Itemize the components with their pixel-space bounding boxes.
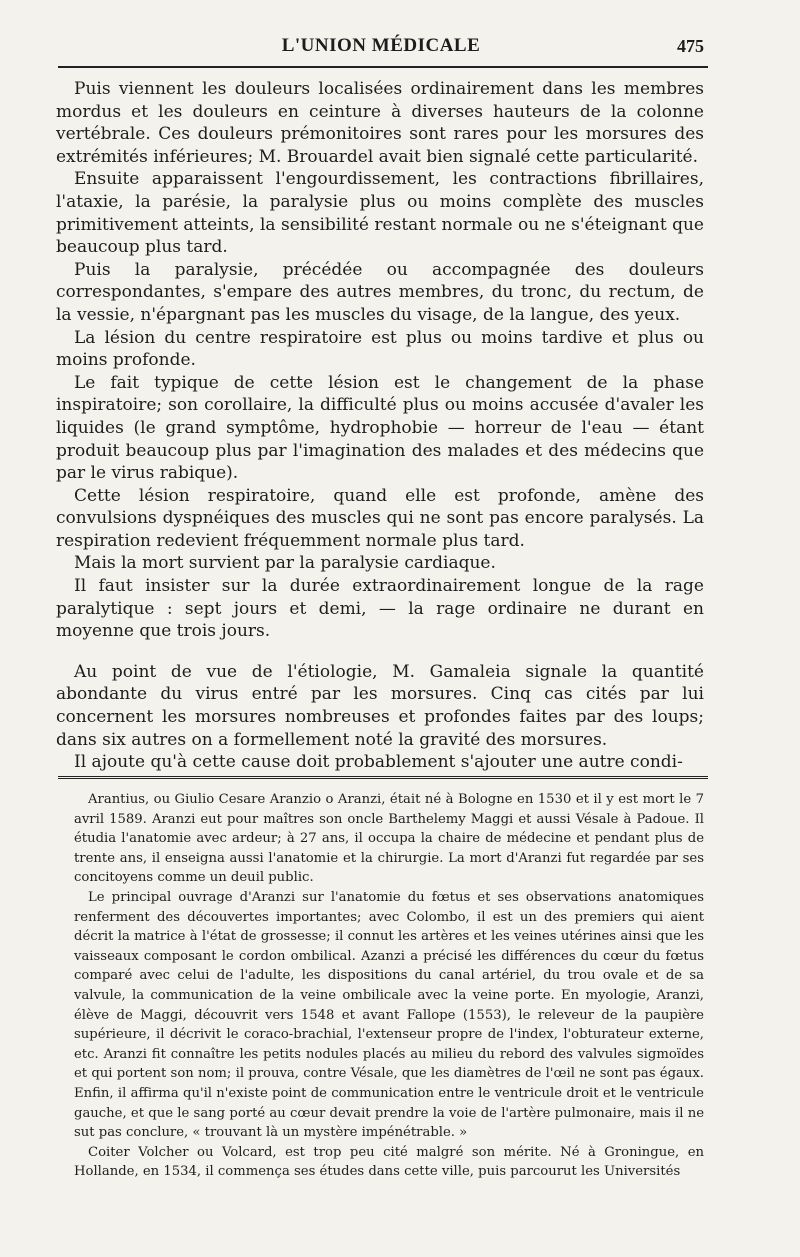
body-paragraph: Cette lésion respiratoire, quand elle est profonde, amène des convulsions dyspnéiques des muscles qui ne sont pas encore paralysés. La respiration redevient fréquemment normale plus tard. [56, 485, 704, 551]
body-paragraph: Puis viennent les douleurs localisées ordinairement dans les membres mordus et les douleurs en ceinture à diverses hauteurs de la colonne vertébrale. Ces douleurs prémonitoires sont rares pour les morsures des extrémités inférieures; M. Brouardel avait bien signalé cette particularité. [56, 79, 704, 167]
footnote-paragraph: Arantius, ou Giulio Cesare Aranzio o Aranzi, était né à Bologne en 1530 et il y est mort le 7 avril 1589. Aranzi eut pour maîtres son oncle Barthelemy Maggi et aussi Vésale à Padoue. Il étudia l'anatomie avec ardeur; à 27 ans, il occupa la chaire de médecine et pendant plus de trente ans, il enseigna aussi l'anatomie et la chirurgie. La mort d'Aranzi fut regardée par ses concitoyens comme un deuil public. [74, 792, 704, 886]
footnote-paragraph: Le principal ouvrage d'Aranzi sur l'anatomie du fœtus et ses observations anatomiques renferment des découvertes importantes; avec Colombo, il est un des premiers qui aient décrit la matrice à l'état de grossesse; il connut les artères et les veines utérines ainsi que les vaisseaux composant le cordon ombilical. Azanzi a précisé les différences du cœur du fœtus comparé avec celui de l'adulte, les dispositions du canal artériel, du trou ovale et de sa valvule, la communication de la veine ombilicale avec la veine porte. En myologie, Aranzi, élève de Maggi, découvrit vers 1548 et avant Fallope (1553), le releveur de la paupière supérieure, il décrivit le coraco-brachial, l'extenseur propre de l'index, l'obturateur externe, etc. Aranzi fit connaître les petits nodules placés au milieu du rebord des valvules sigmoïdes et qui portent son nom; il prouva, contre Vésale, que les diamètres de l'œil ne sont pas égaux. Enfin, il affirma qu'il n'existe point de communication entre le ventricule droit et le ventricule gauche, et que le sang porté au cœur devait prendre la voie de l'artère pulmonaire, mais il ne sut pas conclure, « trouvant là un mystère impénétrable. » [74, 889, 704, 1141]
body-paragraph: Ensuite apparaissent l'engourdissement, les contractions fibrillaires, l'ataxie, la parésie, la paralysie plus ou moins complète des muscles primitivement atteints, la sensibilité restant normale ou ne s'éteignant que beaucoup plus tard. [56, 169, 704, 258]
body-paragraph: Le fait typique de cette lésion est le changement de la phase inspiratoire; son corollaire, la difficulté plus ou moins accusée d'avaler les liquides (le grand symptôme, hydrophobie — horreur de l'eau — étant produit beaucoup plus par l'imagination des malades et des médecins que par le virus rabique). [56, 372, 704, 484]
page-header [58, 30, 704, 62]
body-paragraph: Puis la paralysie, précédée ou accompagnée des douleurs correspondantes, s'empare des autres membres, du tronc, du rectum, de la vessie, n'épargnant pas les muscles du visage, de la langue, des yeux. [56, 259, 704, 325]
main-text [56, 78, 704, 774]
body-paragraph: La lésion du centre respiratoire est plus ou moins tardive et plus ou moins profonde. [56, 327, 704, 371]
page-number: 475 [677, 36, 704, 56]
body-paragraph: Il ajoute qu'à cette cause doit probablement s'ajouter une autre condi- [74, 752, 683, 773]
footnote-separator [58, 776, 708, 782]
running-title: L'UNION MÉDICALE [281, 35, 481, 56]
body-paragraph: Il faut insister sur la durée extraordinairement longue de la rage paralytique : sept jours et demi, — la rage ordinaire ne durant en moyenne que trois jours. [56, 576, 704, 642]
header-rule [58, 66, 708, 68]
body-paragraph: Au point de vue de l'étiologie, M. Gamaleia signale la quantité abondante du virus entré par les morsures. Cinq cas cités par lui concernent les morsures nombreuses et profondes faites par des loups; dans six autres on a formellement noté la gravité des morsures. [56, 661, 704, 750]
footnote-paragraph: Coiter Volcher ou Volcard, est trop peu cité malgré son mérite. Né à Groningue, en Hollande, en 1534, il commença ses études dans cette ville, puis parcourut les Universités [74, 1144, 704, 1180]
footnotes [74, 790, 704, 1182]
body-paragraph: Mais la mort survient par la paralysie cardiaque. [74, 553, 496, 574]
